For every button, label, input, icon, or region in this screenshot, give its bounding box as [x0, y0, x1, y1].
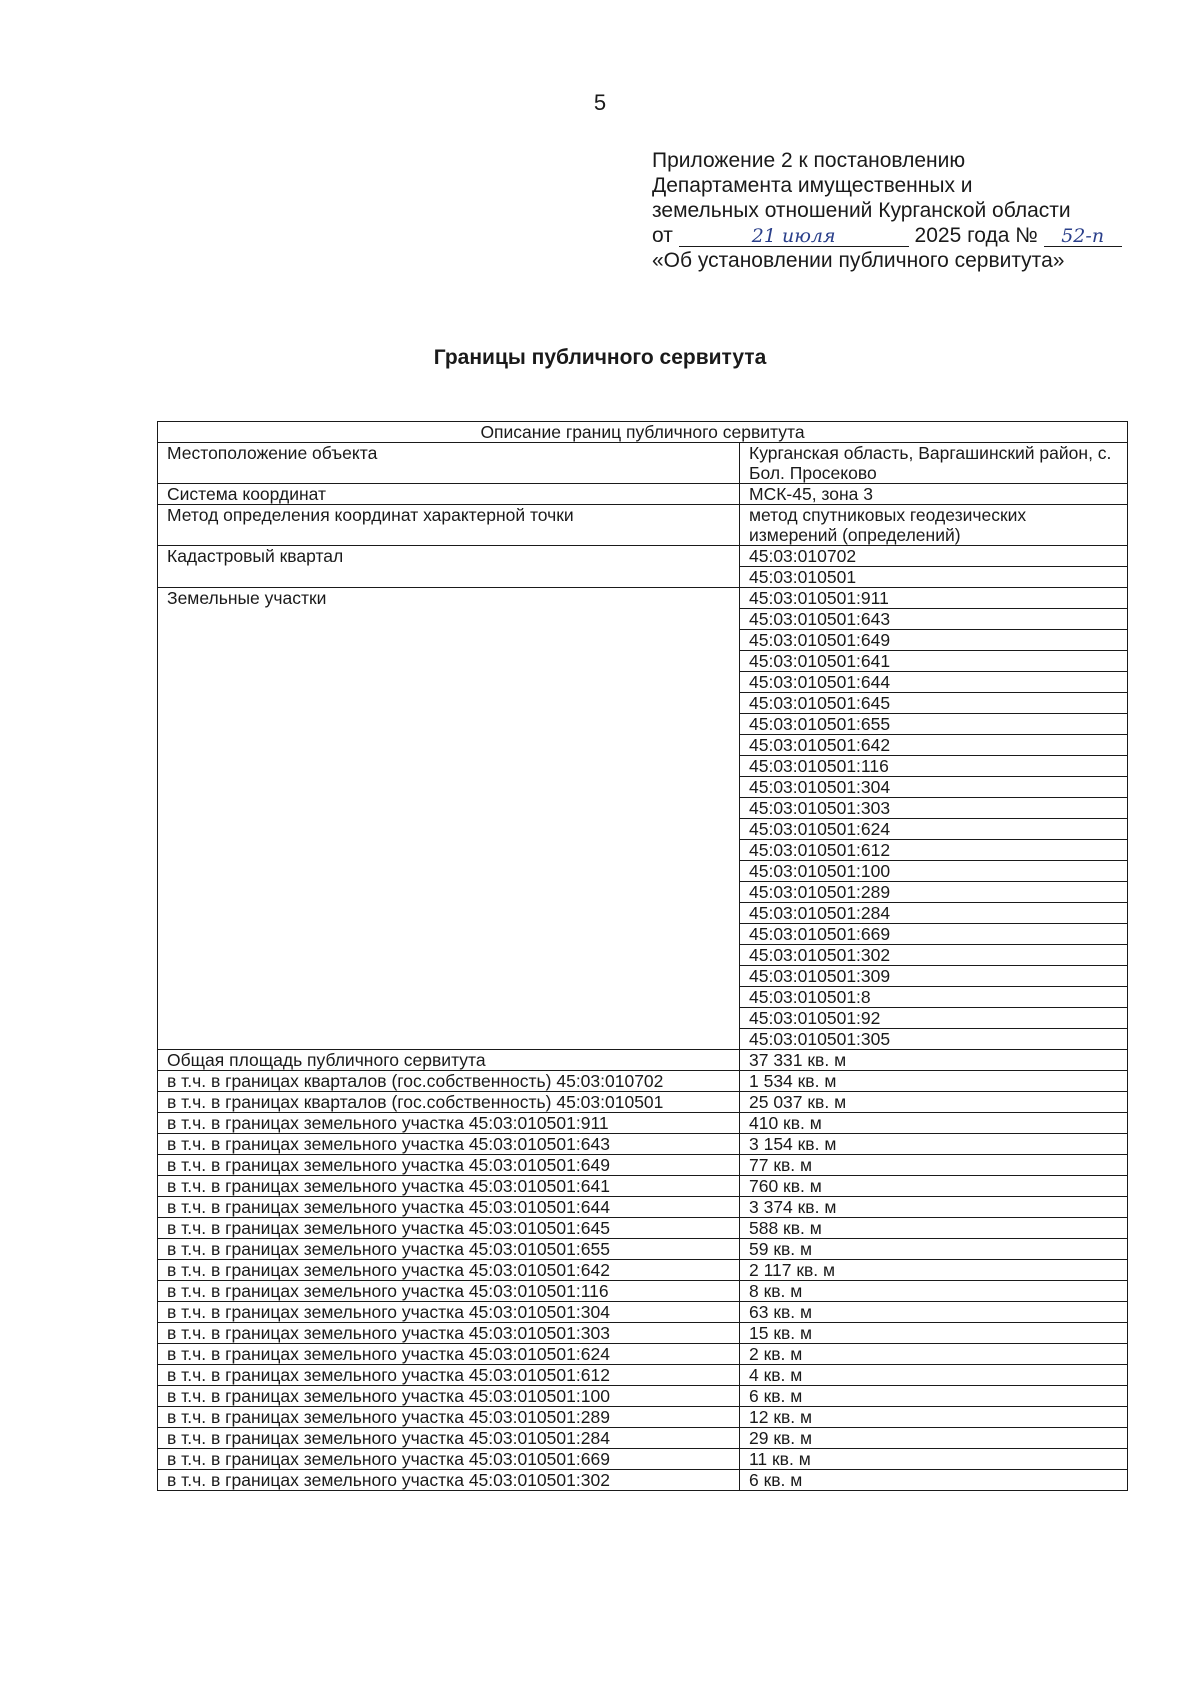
- parcel-number: 45:03:010501:116: [740, 756, 1128, 777]
- area-value: 15 кв. м: [740, 1323, 1128, 1344]
- parcel-number: 45:03:010501:669: [740, 924, 1128, 945]
- area-label: в т.ч. в границах земельного участка 45:03:010501:641: [158, 1176, 740, 1197]
- table-caption-row: [158, 422, 1128, 443]
- area-value: 59 кв. м: [740, 1239, 1128, 1260]
- area-value: 4 кв. м: [740, 1365, 1128, 1386]
- area-row: [158, 1197, 1128, 1218]
- area-row: [158, 1470, 1128, 1491]
- area-value: 3 374 кв. м: [740, 1197, 1128, 1218]
- table-row: [158, 505, 1128, 546]
- header-line-3: земельных отношений Курганской области: [652, 199, 1071, 222]
- area-value: 6 кв. м: [740, 1470, 1128, 1491]
- area-row: [158, 1218, 1128, 1239]
- area-value: 2 кв. м: [740, 1344, 1128, 1365]
- area-label: в т.ч. в границах земельного участка 45:03:010501:643: [158, 1134, 740, 1155]
- area-row: [158, 1323, 1128, 1344]
- area-row: [158, 1365, 1128, 1386]
- area-label: в т.ч. в границах земельного участка 45:03:010501:911: [158, 1113, 740, 1134]
- area-value: 588 кв. м: [740, 1218, 1128, 1239]
- area-row: [158, 1092, 1128, 1113]
- quarter-value: 45:03:010501: [740, 567, 1128, 588]
- area-row: [158, 1176, 1128, 1197]
- table-caption: Описание границ публичного сервитута: [158, 422, 1128, 443]
- parcel-row: [158, 588, 1128, 609]
- parcel-number: 45:03:010501:624: [740, 819, 1128, 840]
- method-label: Метод определения координат характерной точки: [158, 505, 740, 546]
- location-value: Курганская область, Варгашинский район, с. Бол. Просеково: [740, 443, 1128, 484]
- handwritten-date: 21 июля: [679, 226, 909, 247]
- appendix-header: [652, 148, 1122, 273]
- area-label: в т.ч. в границах земельного участка 45:03:010501:284: [158, 1428, 740, 1449]
- area-label: в т.ч. в границах земельного участка 45:03:010501:289: [158, 1407, 740, 1428]
- area-row: [158, 1050, 1128, 1071]
- area-value: 1 534 кв. м: [740, 1071, 1128, 1092]
- header-line-5: «Об установлении публичного сервитута»: [652, 249, 1065, 272]
- quarter-label: Кадастровый квартал: [158, 546, 740, 588]
- area-row: [158, 1134, 1128, 1155]
- area-value: 63 кв. м: [740, 1302, 1128, 1323]
- area-value: 37 331 кв. м: [740, 1050, 1128, 1071]
- area-value: 12 кв. м: [740, 1407, 1128, 1428]
- area-value: 77 кв. м: [740, 1155, 1128, 1176]
- area-value: 11 кв. м: [740, 1449, 1128, 1470]
- parcels-label: Земельные участки: [158, 588, 740, 1050]
- header-date-line: [652, 223, 1122, 248]
- area-row: [158, 1113, 1128, 1134]
- parcel-number: 45:03:010501:303: [740, 798, 1128, 819]
- page-number: 5: [593, 90, 607, 115]
- area-value: 25 037 кв. м: [740, 1092, 1128, 1113]
- area-value: 760 кв. м: [740, 1176, 1128, 1197]
- parcel-number: 45:03:010501:649: [740, 630, 1128, 651]
- area-label: в т.ч. в границах земельного участка 45:03:010501:100: [158, 1386, 740, 1407]
- area-label: в т.ч. в границах земельного участка 45:03:010501:116: [158, 1281, 740, 1302]
- parcel-number: 45:03:010501:645: [740, 693, 1128, 714]
- parcel-number: 45:03:010501:309: [740, 966, 1128, 987]
- parcel-number: 45:03:010501:100: [740, 861, 1128, 882]
- table-row: [158, 546, 1128, 567]
- method-value: метод спутниковых геодезических измерений (определений): [740, 505, 1128, 546]
- parcel-number: 45:03:010501:612: [740, 840, 1128, 861]
- servitude-table: [157, 421, 1128, 1491]
- area-label: в т.ч. в границах земельного участка 45:03:010501:649: [158, 1155, 740, 1176]
- area-row: [158, 1239, 1128, 1260]
- parcel-number: 45:03:010501:643: [740, 609, 1128, 630]
- area-label: в т.ч. в границах кварталов (гос.собственность) 45:03:010702: [158, 1071, 740, 1092]
- area-row: [158, 1281, 1128, 1302]
- area-row: [158, 1302, 1128, 1323]
- area-label: в т.ч. в границах земельного участка 45:03:010501:302: [158, 1470, 740, 1491]
- area-row: [158, 1449, 1128, 1470]
- quarter-value: 45:03:010702: [740, 546, 1128, 567]
- area-label: в т.ч. в границах кварталов (гос.собственность) 45:03:010501: [158, 1092, 740, 1113]
- area-row: [158, 1155, 1128, 1176]
- area-label: в т.ч. в границах земельного участка 45:03:010501:612: [158, 1365, 740, 1386]
- parcel-number: 45:03:010501:911: [740, 588, 1128, 609]
- date-prefix: от: [652, 224, 673, 247]
- area-row: [158, 1407, 1128, 1428]
- table-row: [158, 484, 1128, 505]
- location-label: Местоположение объекта: [158, 443, 740, 484]
- area-row: [158, 1260, 1128, 1281]
- parcel-number: 45:03:010501:305: [740, 1029, 1128, 1050]
- area-row: [158, 1428, 1128, 1449]
- area-row: [158, 1344, 1128, 1365]
- area-value: 2 117 кв. м: [740, 1260, 1128, 1281]
- parcel-number: 45:03:010501:289: [740, 882, 1128, 903]
- header-line-2: Департамента имущественных и: [652, 174, 973, 197]
- coord-system-label: Система координат: [158, 484, 740, 505]
- area-label: в т.ч. в границах земельного участка 45:03:010501:644: [158, 1197, 740, 1218]
- table-row: [158, 443, 1128, 484]
- parcel-number: 45:03:010501:304: [740, 777, 1128, 798]
- area-label: Общая площадь публичного сервитута: [158, 1050, 740, 1071]
- area-label: в т.ч. в границах земельного участка 45:03:010501:655: [158, 1239, 740, 1260]
- parcel-number: 45:03:010501:641: [740, 651, 1128, 672]
- document-title: Границы публичного сервитута: [433, 346, 767, 369]
- area-label: в т.ч. в границах земельного участка 45:03:010501:642: [158, 1260, 740, 1281]
- parcel-number: 45:03:010501:642: [740, 735, 1128, 756]
- handwritten-number: 52-п: [1044, 226, 1122, 247]
- area-label: в т.ч. в границах земельного участка 45:03:010501:645: [158, 1218, 740, 1239]
- year-text: 2025 года №: [914, 224, 1038, 247]
- area-row: [158, 1386, 1128, 1407]
- parcel-number: 45:03:010501:655: [740, 714, 1128, 735]
- area-value: 29 кв. м: [740, 1428, 1128, 1449]
- area-label: в т.ч. в границах земельного участка 45:03:010501:624: [158, 1344, 740, 1365]
- area-value: 6 кв. м: [740, 1386, 1128, 1407]
- area-value: 410 кв. м: [740, 1113, 1128, 1134]
- parcel-number: 45:03:010501:284: [740, 903, 1128, 924]
- parcel-number: 45:03:010501:8: [740, 987, 1128, 1008]
- area-label: в т.ч. в границах земельного участка 45:03:010501:669: [158, 1449, 740, 1470]
- area-value: 8 кв. м: [740, 1281, 1128, 1302]
- area-label: в т.ч. в границах земельного участка 45:03:010501:303: [158, 1323, 740, 1344]
- area-label: в т.ч. в границах земельного участка 45:03:010501:304: [158, 1302, 740, 1323]
- parcel-number: 45:03:010501:302: [740, 945, 1128, 966]
- area-row: [158, 1071, 1128, 1092]
- parcel-number: 45:03:010501:644: [740, 672, 1128, 693]
- header-line-1: Приложение 2 к постановлению: [652, 149, 966, 172]
- area-value: 3 154 кв. м: [740, 1134, 1128, 1155]
- parcel-number: 45:03:010501:92: [740, 1008, 1128, 1029]
- coord-system-value: МСК-45, зона 3: [740, 484, 1128, 505]
